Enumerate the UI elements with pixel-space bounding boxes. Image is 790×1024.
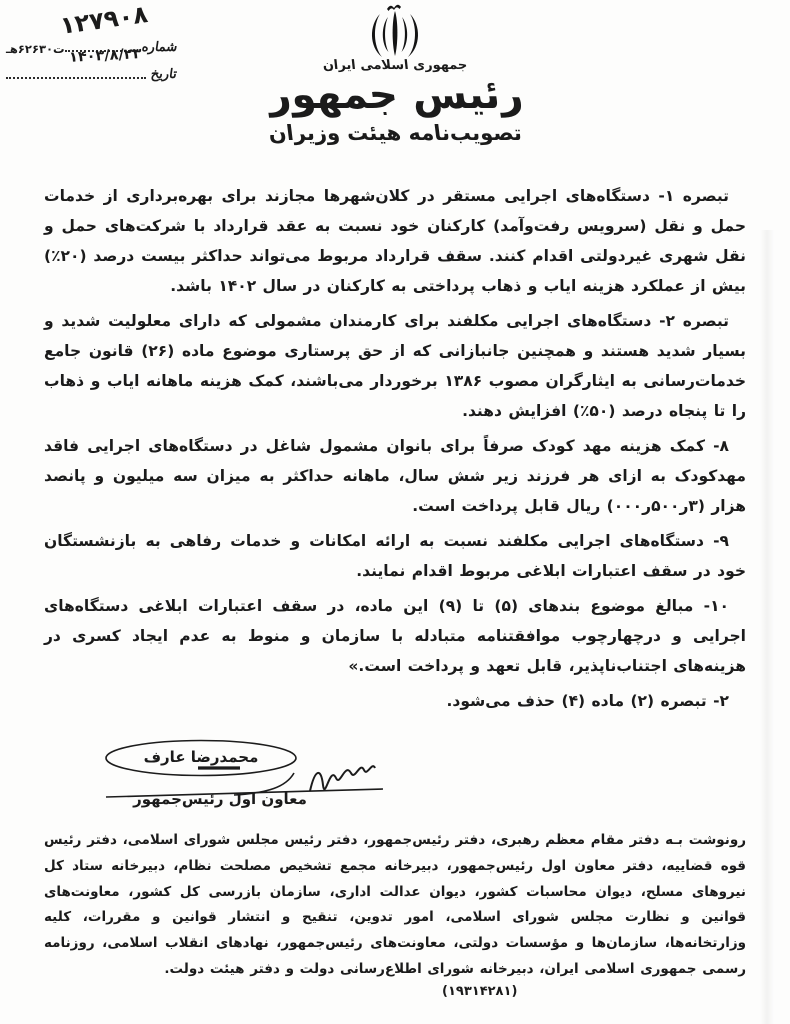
date-dotted-line — [6, 77, 146, 79]
distribution-list — [44, 828, 746, 983]
signatory-name: محمدرضا عارف — [143, 748, 259, 766]
distribution-paragraph — [44, 828, 746, 983]
paragraph-tabsereh-1: تبصره ۱- دستگاه‌های اجرایی مستقر در کلان‌شهرها مجازند برای بهره‌برداری از خدمات حمل و نقل (سرویس رفت‌وآمد) کارکنان خود نسبت به عقد قرارداد با شرکت‌های حمل و نقل شهری غیردولتی اقدام کنند. سقف قرارداد مربوط می‌تواند حداکثر بیست درصد (۲۰٪) بیش از عملکرد هزینه ایاب و ذهاب پرداختی به کارکنان در سال ۱۴۰۲ باشد. — [44, 187, 746, 295]
number-label: شماره — [139, 40, 177, 55]
paragraph-band-2-deletion: ۲- تبصره (۲) ماده (۴) حذف می‌شود. — [446, 692, 729, 710]
scan-shadow — [760, 230, 774, 1024]
number-date-block — [6, 0, 177, 94]
office-title: رئیس جمهور — [264, 72, 526, 118]
distribution-lead: رونوشت بـه — [665, 832, 746, 848]
document-type-title: تصویب‌نامه هیئت وزیران — [266, 121, 524, 145]
signature-block — [98, 731, 418, 823]
signature-scribble-icon — [98, 731, 418, 823]
signatory-role: معاون اول رئیس‌جمهور — [133, 790, 307, 808]
country-title: جمهوری اسلامی ایران — [321, 58, 469, 73]
reference-number: (۱۹۳۱۴۲۸۱) — [442, 984, 518, 999]
iran-emblem-icon — [357, 2, 433, 60]
distribution-text: دفتر مقام معظم رهبری، دفتر رئیس‌جمهور، دفتر رئیس مجلس شورای اسلامی، دفتر رئیس قوه قضاییه، دفتر معاون اول رئیس‌جمهور، دبیرخانه مجمع تشخیص مصلحت نظام، دبیرخانه ستاد کل نیروهای مسلح، دیوان محاسبات کشور، دیوان عدالت اداری، سازمان بازرسی کل کشور، معاونت‌های قوانین و نظارت مجلس شورای اسلامی، امور تدوین، تنقیح و انتشار قوانین و مقررات، کلیه وزارتخانه‌ها، سازمان‌ها و مؤسسات دولتی، معاونت‌های رئیس‌جمهور، نهادهای انقلاب اسلامی، روزنامه رسمی جمهوری اسلامی ایران، دبیرخانه شورای اطلاع‌رسانی دولت و دفتر هیئت دولت. — [44, 832, 746, 977]
paragraph-band-9: ۹- دستگاه‌های اجرایی مکلفند نسبت به ارائه امکانات و خدمات رفاهی به بازنشستگان خود در سقف اعتبارات ابلاغی مربوط اقدام نمایند. — [44, 532, 746, 580]
handwritten-number: ۱۲۷۹۰۸ — [58, 0, 150, 40]
document-body — [44, 181, 746, 721]
handwritten-date: ۱۴۰۳/۸/۲۳ — [69, 46, 143, 66]
number-suffix: ت۶۲۶۳۰هـ — [6, 42, 65, 56]
paragraph-band-8: ۸- کمک هزینه مهد کودک صرفاً برای بانوان مشمول شاغل در دستگاه‌های اجرایی فاقد مهدکودک به ازای هر فرزند زیر شش سال، ماهانه حداکثر به میزان سه میلیون و پانصد هزار (۳ر۵۰۰ر۰۰۰) ریال قابل پرداخت است. — [44, 437, 746, 515]
paragraph-tabsereh-2: تبصره ۲- دستگاه‌های اجرایی مکلفند برای کارمندان مشمولی که دارای معلولیت شدید و بسیار شدید هستند و همچنین جانبازانی که از حق پرستاری موضوع ماده (۲۶) قانون جامع خدمات‌رسانی به ایثارگران مصوب ۱۳۸۶ برخوردار می‌باشند، کمک هزینه ماهانه ایاب و ذهاب را تا پنجاه درصد (۵۰٪) افزایش دهند. — [44, 312, 746, 420]
paragraph-band-10: ۱۰- مبالغ موضوع بندهای (۵) تا (۹) این ماده، در سقف اعتبارات ابلاغی دستگاه‌های اجرایی و درچهارچوب موافقتنامه متبادله با سازمان و منوط به عدم ایجاد کسری در هزینه‌های اجتناب‌ناپذیر، قابل تعهد و پرداخت است.» — [44, 597, 746, 675]
date-label: تاریخ — [149, 67, 177, 82]
